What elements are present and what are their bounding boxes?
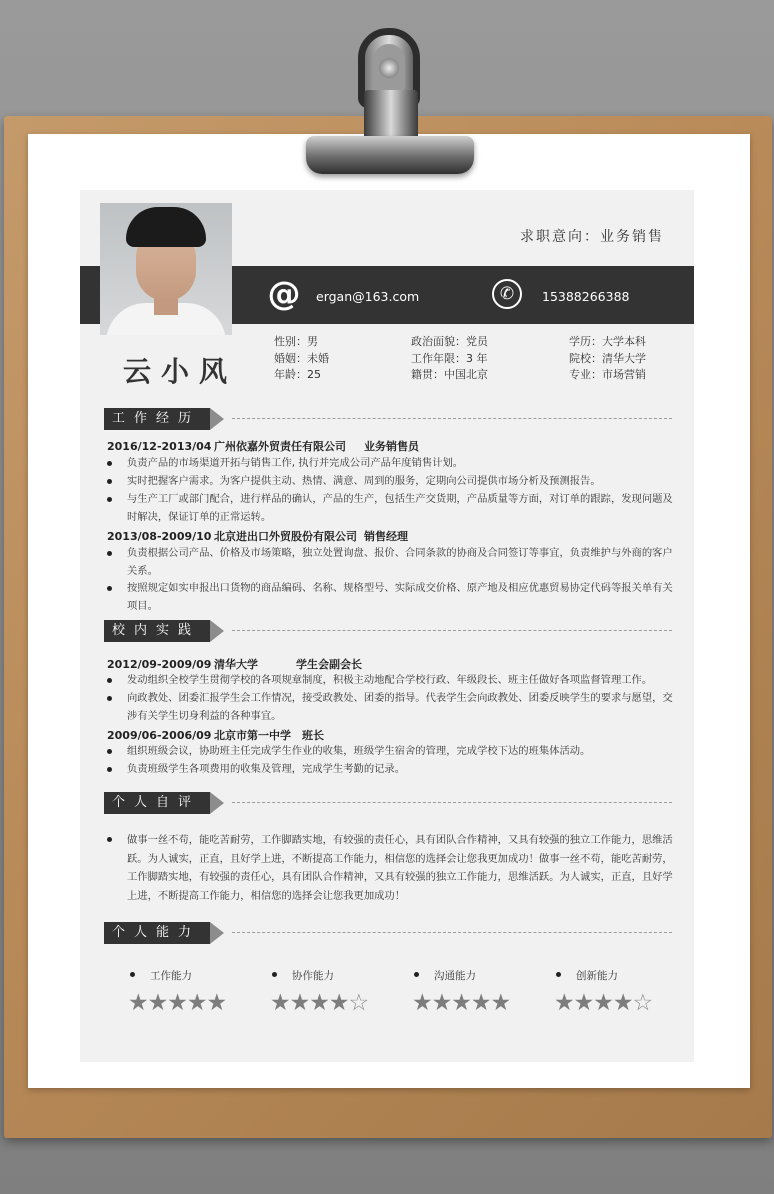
star-filled-icon: ★ <box>573 990 594 1016</box>
skill-label: 工作能力 <box>150 970 192 982</box>
star-filled-icon: ★ <box>470 990 491 1016</box>
star-filled-icon: ★ <box>554 990 574 1016</box>
entry-company: 北京市第一中学 <box>214 729 291 742</box>
binder-clip-base <box>306 136 474 174</box>
entry-title <box>107 727 324 743</box>
list-item: 实时把握客户需求。为客户提供主动、热情、满意、周到的服务，定期向公司提供市场分析及预测报告。 <box>107 473 673 491</box>
list-item: 向政教处、团委汇报学生会工作情况，接受政教处、团委的指导。代表学生会向政教处、团委反映学生的要求与愿望，交涉有关学生切身利益的各种事宜。 <box>107 690 673 725</box>
phone-text: 15388266388 <box>542 289 630 304</box>
star-filled-icon: ★ <box>451 990 471 1016</box>
info-political: 政治面貌：党员 <box>411 335 488 348</box>
entry-company: 清华大学 <box>214 658 258 671</box>
list-item: 负责班级学生各项费用的收集及管理，完成学生考勤的记录。 <box>107 761 673 779</box>
entry-title <box>107 438 419 454</box>
star-rating <box>554 990 652 1016</box>
star-filled-icon: ★ <box>270 990 290 1016</box>
entry-date: 2013/08-2009/10 <box>107 530 212 543</box>
star-filled-icon: ★ <box>490 990 511 1016</box>
star-rating <box>128 990 226 1016</box>
skill-label: 创新能力 <box>576 970 618 982</box>
list-item: 负责产品的市场渠道开拓与销售工作, 执行并完成公司产品年度销售计划。 <box>107 455 673 473</box>
info-degree: 学历：大学本科 <box>569 335 646 348</box>
list-item: 负责根据公司产品、价格及市场策略，独立处置询盘、报价、合同条款的协商及合同签订等事宜，负责维护与外商的客户关系。 <box>107 545 673 580</box>
binder-clip-hole <box>379 58 399 78</box>
section-self-title: 个人自评 <box>104 792 210 814</box>
self-evaluation: 做事一丝不苟，能吃苦耐劳，工作脚踏实地，有较强的责任心，具有团队合作精神，又具有较强的独立工作能力，思维活跃。为人诚实，正直，且好学上进，不断提高工作能力，相信您的选择会让您我更加成功！做事一丝不苟，能吃苦耐劳，工作脚踏实地，有较强的责任心，具有团队合作精神，又具有较强的独立工作能力，思维活跃。为人诚实，正直，且好学上进，不断提高工作能力，相信您的选择会让您我更加成功！ <box>107 831 673 905</box>
star-filled-icon: ★ <box>186 990 207 1016</box>
info-col-1 <box>274 334 329 384</box>
entry-role: 销售经理 <box>364 530 408 543</box>
star-filled-icon: ★ <box>412 990 432 1016</box>
section-school-title: 校内实践 <box>104 620 210 642</box>
entry-role: 学生会副会长 <box>296 658 362 671</box>
section-work-title: 工作经历 <box>104 408 210 430</box>
job-target: 求职意向：业务销售 <box>520 229 664 245</box>
entry-role: 业务销售员 <box>364 440 419 453</box>
star-empty-icon: ☆ <box>632 990 653 1016</box>
star-filled-icon: ★ <box>167 990 187 1016</box>
info-school: 院校：清华大学 <box>569 351 646 365</box>
info-age: 年龄：25 <box>274 368 321 381</box>
star-filled-icon: ★ <box>147 990 168 1016</box>
star-filled-icon: ★ <box>328 990 349 1016</box>
entry-role: 班长 <box>302 729 324 742</box>
list-item: 按照规定如实申报出口货物的商品编码、名称、规格型号、实际成交价格、原产地及相应优惠贸易协定代码等报关单有关项目。 <box>107 580 673 615</box>
info-major: 专业：市场营销 <box>569 368 646 381</box>
star-empty-icon: ☆ <box>348 990 369 1016</box>
star-filled-icon: ★ <box>431 990 452 1016</box>
star-filled-icon: ★ <box>612 990 633 1016</box>
star-filled-icon: ★ <box>206 990 227 1016</box>
entry-title <box>107 656 362 672</box>
candidate-name: 云小风 <box>123 355 238 388</box>
star-filled-icon: ★ <box>593 990 613 1016</box>
star-filled-icon: ★ <box>309 990 329 1016</box>
entry-date: 2012/09-2009/09 <box>107 658 212 671</box>
section-ability-title: 个人能力 <box>104 922 210 944</box>
star-rating <box>270 990 368 1016</box>
info-gender: 性别：男 <box>274 335 318 348</box>
avatar <box>100 203 232 335</box>
info-years: 工作年限：3 年 <box>411 351 488 365</box>
phone-icon: ✆ <box>492 279 522 309</box>
entry-company: 广州依嘉外贸责任有限公司 <box>214 440 346 453</box>
entry-date: 2009/06-2006/09 <box>107 729 212 742</box>
star-rating <box>412 990 510 1016</box>
email-icon: @ <box>267 274 301 313</box>
list-item: 与生产工厂或部门配合，进行样品的确认，产品的生产，包括生产交货期，产品质量等方面，对订单的跟踪，发现问题及时解决，保证订单的正常运转。 <box>107 491 673 526</box>
star-filled-icon: ★ <box>289 990 310 1016</box>
info-col-3 <box>569 334 646 384</box>
entry-date: 2016/12-2013/04 <box>107 440 212 453</box>
star-filled-icon: ★ <box>128 990 148 1016</box>
entry-company: 北京进出口外贸股份有限公司 <box>214 530 357 543</box>
skill-label: 沟通能力 <box>434 970 476 982</box>
list-item: 组织班级会议，协助班主任完成学生作业的收集，班级学生宿舍的管理，完成学校下达的班集体活动。 <box>107 743 673 761</box>
skill-label: 协作能力 <box>292 970 334 982</box>
info-marital: 婚姻：未婚 <box>274 351 329 365</box>
list-item: 发动组织全校学生贯彻学校的各项规章制度，积极主动地配合学校行政、年级段长、班主任做好各项监督管理工作。 <box>107 672 673 690</box>
entry-title <box>107 528 408 544</box>
binder-clip-body <box>364 90 418 142</box>
info-origin: 籍贯：中国北京 <box>411 368 488 381</box>
info-col-2 <box>411 334 488 384</box>
email-text: ergan@163.com <box>316 289 420 304</box>
